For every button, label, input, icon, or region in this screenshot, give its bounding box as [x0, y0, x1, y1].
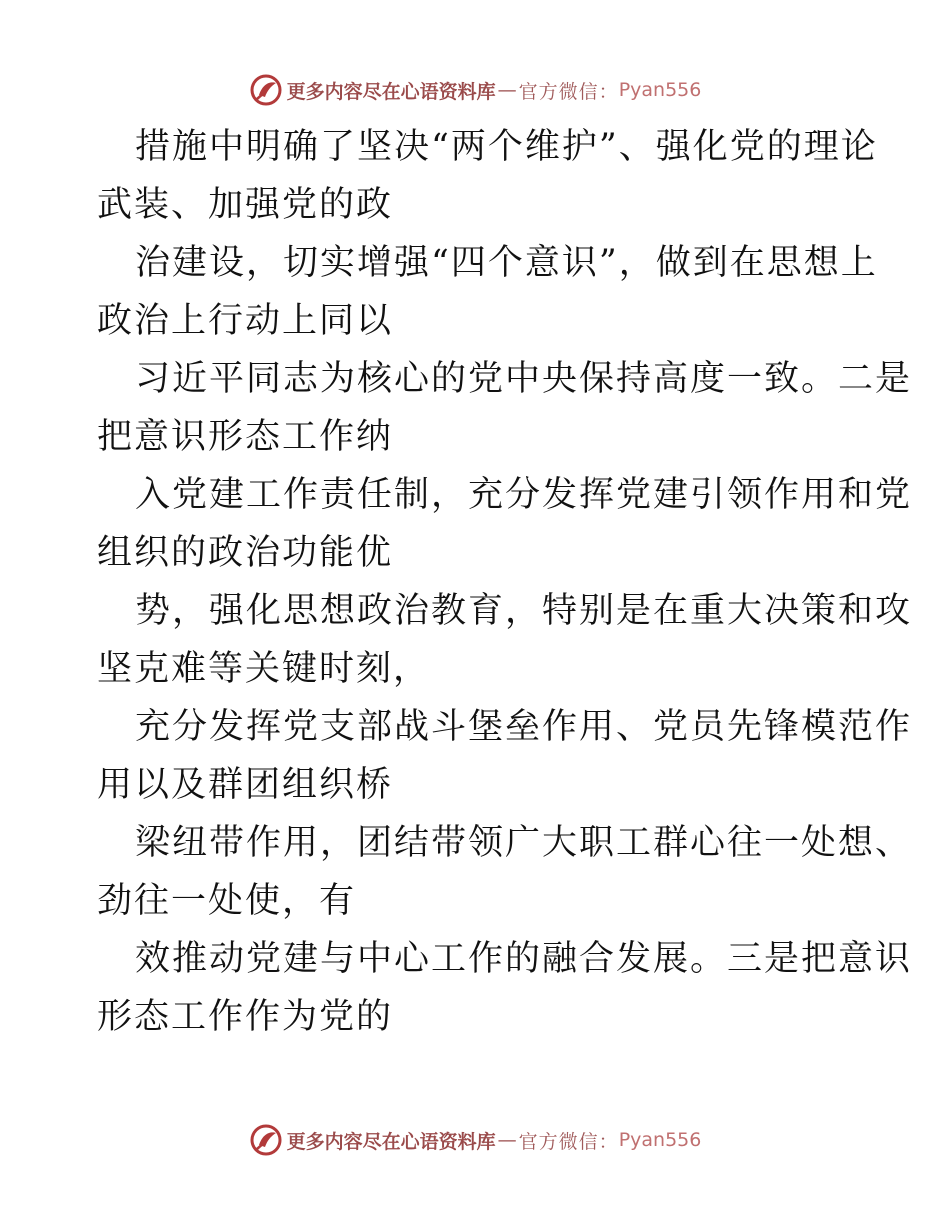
- header-banner: [0, 70, 950, 110]
- body-line: 把意识形态工作纳: [97, 417, 394, 457]
- banner-dash: —: [497, 1129, 517, 1151]
- body-line: 措施中明确了坚决“两个维护”、强化党的理论: [135, 127, 878, 167]
- body-line: 形态工作作为党的: [97, 997, 394, 1037]
- body-line: 充分发挥党支部战斗堡垒作用、党员先锋模范作: [135, 707, 913, 747]
- body-line: 入党建工作责任制，充分发挥党建引领作用和党: [135, 475, 913, 515]
- brand-logo-icon: [249, 1123, 283, 1157]
- banner-dash: —: [497, 79, 517, 101]
- body-line: 势，强化思想政治教育，特别是在重大决策和攻: [135, 591, 913, 631]
- body-line: 坚克难等关键时刻，: [97, 649, 431, 689]
- body-line: 武装、加强党的政: [97, 185, 394, 225]
- body-line: 治建设，切实增强“四个意识”，做到在思想上: [135, 243, 878, 283]
- body-line: 组织的政治功能优: [97, 533, 394, 573]
- banner-wechat-id: Pyan556: [618, 79, 702, 101]
- banner-title: 更多内容尽在心语资料库: [286, 80, 496, 103]
- body-line: 政治上行动上同以: [97, 301, 394, 341]
- banner-title: 更多内容尽在心语资料库: [286, 1130, 496, 1153]
- banner-wechat-id: Pyan556: [618, 1129, 702, 1151]
- body-line: 梁纽带作用，团结带领广大职工群心往一处想、: [135, 823, 913, 863]
- body-line: 习近平同志为核心的党中央保持高度一致。二是: [135, 359, 913, 399]
- document-body: [97, 118, 913, 1046]
- brand-logo-icon: [249, 73, 283, 107]
- body-line: 用以及群团组织桥: [97, 765, 394, 805]
- body-line: 效推动党建与中心工作的融合发展。三是把意识: [135, 939, 913, 979]
- banner-official-label: 官方微信：: [518, 1130, 619, 1153]
- footer-banner: [0, 1120, 950, 1160]
- banner-official-label: 官方微信：: [518, 80, 619, 103]
- body-line: 劲往一处使，有: [97, 881, 357, 921]
